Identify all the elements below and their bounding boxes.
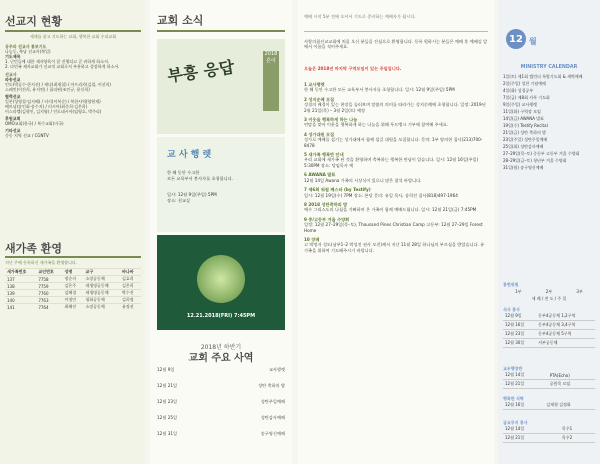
table-row xyxy=(5,283,141,290)
table-cell: 김희정 xyxy=(120,297,141,304)
divider xyxy=(304,31,488,32)
table-cell: 소망공동체 xyxy=(83,304,120,311)
event-name: 교사행렛 xyxy=(268,367,285,372)
list-item: 일본(성영철·임지혜) / 터키(이복순) / 북한사역(양현재) xyxy=(5,99,101,104)
service-cols xyxy=(503,289,595,294)
event-name: 송구영신예배 xyxy=(260,431,285,436)
list-item: 인도(박공수·한지선) / 케냐(최재철) / 아프리카(김철, 이선희) xyxy=(5,82,111,87)
divider xyxy=(157,30,285,32)
new-members-intro: 지난 주에 등록하신 새가족을 환영합니다. xyxy=(5,260,78,265)
table-cell: 12월 16일 xyxy=(503,321,536,330)
list-item xyxy=(157,431,285,447)
table-cell: 12월 9일 xyxy=(503,312,536,321)
section-head: 10 장례 xyxy=(304,236,320,242)
section-head: 4 성가대원 모집 xyxy=(304,131,335,137)
section-head: 5 새가족 행복반 안내 xyxy=(304,152,344,158)
table-row xyxy=(503,371,595,380)
event-name: 성탄 축하의 밤 xyxy=(258,383,285,388)
event-date: 12월 25일 xyxy=(157,415,178,420)
calendar-column xyxy=(498,0,600,464)
list-item: 1. 난민들에 대한 제자양육이 잘 진행되고 곧 귀하게 하소서. xyxy=(5,59,110,64)
table-row xyxy=(5,297,141,304)
list-item xyxy=(157,367,285,383)
table-cell: 12월 21일 xyxy=(503,380,548,389)
table-cell: 김은주 xyxy=(63,283,84,290)
table-cell: 138 xyxy=(5,283,36,290)
section-head: 3 이웃을 행복하게 하는 나눔 xyxy=(304,117,358,123)
events-card xyxy=(157,342,285,461)
table-header: 성명 xyxy=(63,269,84,276)
list-item: 선교사 xyxy=(5,72,17,77)
calendar-item: 1일(토) 제1회 캘린더 특별기도회 & 새벽예배 xyxy=(503,74,583,79)
list-item xyxy=(304,172,488,183)
list-item xyxy=(157,399,285,415)
table-cell: 유정선 xyxy=(120,304,141,311)
meal-title: 식사 봉사 xyxy=(503,307,520,312)
calendar-item: 4일(화) 성경공부 xyxy=(503,88,534,93)
table-row xyxy=(503,425,595,434)
table-row xyxy=(503,321,595,330)
list-item xyxy=(304,187,488,198)
meal-table xyxy=(503,312,595,348)
section-body: 우리 교회에 새가족 된 것을 환영하며 축복하는 행복한 만남이 있습니다. 일시: 12월 16일(주일) 5:30PM 장소: 당임목사 댁 xyxy=(304,157,479,168)
section-body: 연말을 맞아 이웃을 행복하게 하는 나눔을 위해 푸드뱅크 기부에 참여해 주세요. xyxy=(304,122,449,128)
list-item: 이스라엘(김형인, 김지영) / 인도네시아(임영호, 박주리) xyxy=(5,109,102,114)
table-cell: 12월 23일 xyxy=(503,330,536,339)
section-body: 예수 그리스도의 나심을 기뻐하며 온 가족이 함께 예배드립니다. 일시: 12월 21일(금) 7:45PM xyxy=(304,207,477,213)
table-cell: 새생명공동체 xyxy=(83,283,120,290)
section-body: 일정: 12월 27–29일(목–토), Thousand Pines Christian Camp 고등부: 12월 27–29일 Forest Home xyxy=(304,222,483,233)
table-cell: 김은희 xyxy=(120,283,141,290)
list-item: 공주의 선교사 통보기도 xyxy=(5,44,47,49)
tree-illustration xyxy=(197,255,245,303)
event-date: 12월 23일 xyxy=(157,399,178,404)
table-cell: 공원콕 모임 xyxy=(548,380,595,389)
calendar-item: 19일(수) Testify Recital xyxy=(503,123,548,128)
service-col: 2부 xyxy=(545,289,553,294)
concert-date: 12.21.2018(FRI) 7:45PM xyxy=(186,313,256,319)
table-cell: 정순자 xyxy=(63,276,84,283)
table-cell: 평화공동체 xyxy=(83,297,120,304)
table-cell: PTA(Echo) xyxy=(548,371,595,380)
section-body: 일시: 12월 19일(수) 7PM 장소: 본당 문의: 유일 목사, 송희진 집사(818)497-1964 xyxy=(304,192,458,198)
table-box xyxy=(503,396,595,410)
list-item xyxy=(304,82,488,93)
list-item xyxy=(304,152,488,168)
list-item xyxy=(304,117,488,128)
table-cell: 7759 xyxy=(36,283,62,290)
list-item xyxy=(304,132,488,148)
list-item: 후원교회 xyxy=(5,116,21,121)
list-item xyxy=(304,217,488,233)
list-item: OMO교회(한국) / 복수교회(미국) xyxy=(5,121,64,126)
list-item xyxy=(157,383,285,399)
table-cell: 박수진 xyxy=(120,290,141,297)
table-cell: 7760 xyxy=(36,290,62,297)
event-name: 성탄감사예배 xyxy=(260,415,285,420)
calendar-item: 9일(주일) 교사행렛 xyxy=(503,102,537,107)
event-name: 성탄주일예배 xyxy=(260,399,285,404)
fellowship-table xyxy=(503,371,595,389)
table-cell: 141 xyxy=(5,304,36,311)
table-cell: 7763 xyxy=(36,297,62,304)
table-title: 행복한 식탁 xyxy=(503,396,524,401)
list-item: 기타선교 xyxy=(5,128,21,133)
table-header: 교인번호 xyxy=(36,269,62,276)
calendar-item: 27–29일(목–토) 중등부 고등부 겨울 수양회 xyxy=(503,151,580,156)
list-item: 2. 다민족 제자교회가 선교적 교회로서 부흥하고 성장하게 하소서. xyxy=(5,64,120,69)
table-cell: 이정민 xyxy=(63,297,84,304)
section-head: 8 2018 성탄축하의 밤 xyxy=(304,201,348,207)
calendar-item: 7일(금) 제8회 카톡 기도회 xyxy=(503,95,550,100)
section-body: 성가로 예배를 섬기는 성가대에서 함께 섬길 대원을 모집합니다. 문의: 1부 양의현 집사(213)700-8478 xyxy=(304,137,483,148)
calendar-item: 11일(화) 구역장 모임 xyxy=(503,109,541,114)
service-box xyxy=(503,282,595,301)
table-cell: 목우1 xyxy=(560,425,595,434)
table-row xyxy=(503,339,595,348)
mission-intro: 세계를 품고 기도하는 교회, 행복한 교회 우리교회 xyxy=(29,34,117,39)
table-cell: 140 xyxy=(5,297,36,304)
announcements-list xyxy=(304,82,488,253)
table-cell: 서부공동체 xyxy=(536,339,595,348)
event-date: 12월 31일 xyxy=(157,431,178,436)
table-table xyxy=(503,401,595,410)
welcome-text: 사랑의침선교교회에 처음 오신 분들을 진심으로 환영합니다. 등록 원하시는 분들은 예배 후 예배실 앞에서 이름을 적어주세요. xyxy=(304,39,488,50)
calendar-list xyxy=(503,74,595,272)
service-title: 봉헌위원 xyxy=(503,282,519,287)
table-cell: 12월 21일 xyxy=(503,434,560,443)
table-row xyxy=(503,330,595,339)
promo-place: 장소: 친교실 xyxy=(167,198,190,203)
list-item xyxy=(304,237,488,253)
section-head: 1 교사행렛 xyxy=(304,82,325,87)
mission-list xyxy=(5,44,141,224)
concert-card xyxy=(157,235,285,330)
calendar-item: 25일(화) 성탄감사예배 xyxy=(503,144,544,149)
list-item: 기도제목 xyxy=(5,54,21,59)
table-cell: 12월 16일 xyxy=(503,401,544,410)
mission-column xyxy=(0,0,146,464)
section-body: 한 해 동안 수고한 모든 교육부서 봉사자를 초청합니다. 일시: 12월 9일(주일) 5PM xyxy=(304,87,455,93)
table-header-row xyxy=(5,269,141,276)
roles: 세 례 / 전 도 / 주 일 xyxy=(531,296,567,301)
banner-title: 부흥 응답 xyxy=(166,57,236,86)
section-head: 6 AWANA 발표 xyxy=(304,172,336,178)
table-cell: 7764 xyxy=(36,304,62,311)
table-cell: 동부4공동체 5구역 xyxy=(536,330,595,339)
section-body: 12월 14일 Awana 가족의 시상식이 있으니 많은 참석 바랍니다. xyxy=(304,177,422,183)
table-cell: 김재형 김정화 xyxy=(544,401,595,410)
calendar-item: 31일(월) 송구영신예배 xyxy=(503,165,544,170)
friday-box xyxy=(503,420,595,443)
calendar-item: 14일(금) AWANA 발표 xyxy=(503,116,544,121)
banner-image xyxy=(157,39,285,134)
banner-sub: 2018 흔여 xyxy=(263,51,279,111)
table-cell: 7758 xyxy=(36,276,62,283)
new-members-title: 새가족 환영 xyxy=(5,242,62,255)
section-head: 9 중/고등부 겨울 수양회 xyxy=(304,216,350,222)
table-cell: 12월 14일 xyxy=(503,425,560,434)
section-body: 고 박정자 성도(남부1–2 박성진 권사 모친)께서 지난 11월 28일 하나님의 부르심을 받았습니다. 유가족을 위하여 기도해주시기 바랍니다. xyxy=(304,242,485,253)
list-item xyxy=(304,97,488,113)
month-badge: 12 xyxy=(506,29,526,49)
table-cell: 12월 14일 xyxy=(503,371,548,380)
table-row xyxy=(5,304,141,311)
section-head: 7 제6회 워쉽 페스타 (by Testify) xyxy=(304,187,371,193)
promo-line2: 모든 교육부서 봉사자를 초청합니다. xyxy=(167,176,234,181)
meal-box xyxy=(503,307,595,348)
calendar-item: 21일(금) 성탄 축하의 밤 xyxy=(503,130,546,135)
table-row xyxy=(503,401,595,410)
table-cell: 137 xyxy=(5,276,36,283)
news-title: 교회 소식 xyxy=(157,14,204,27)
service-col: 3부 xyxy=(576,289,583,294)
table-cell: 동부4공동체 3,4구역 xyxy=(536,321,595,330)
table-header: 새가족번호 xyxy=(5,269,36,276)
event-date: 12월 9일 xyxy=(157,367,175,372)
header-note: 예배 시작 5분 전에 오셔서 기도로 준비하는 예배자가 됩시다. xyxy=(304,14,416,19)
table-cell: 동부4공동체 1,2구역 xyxy=(536,312,595,321)
fellowship-title: 교우행장반 xyxy=(503,366,523,371)
list-item: 협력선교 xyxy=(5,94,21,99)
friday-title: 금요무지 봉사 xyxy=(503,420,528,425)
list-item: 파송선교 xyxy=(5,77,21,82)
section-head: 2 성지순례 모집 xyxy=(304,96,335,102)
news-column xyxy=(150,0,292,464)
divider xyxy=(5,256,141,258)
section-body: 성경의 배경이 있는 현장을 둘러보며 말씀의 의미를 따라가는 성지순례에 초청합니다. 일정: 2019년 2월 21일(목) – 3월 2일(토) 예정 xyxy=(304,102,486,113)
events-title2: 교회 주요 사역 xyxy=(188,353,254,364)
month-unit: 월 xyxy=(529,37,537,46)
calendar-item: 23일(주일) 성탄주일예배 xyxy=(503,137,548,142)
service-col: 1부 xyxy=(515,289,522,294)
table-row xyxy=(503,434,595,443)
table-row xyxy=(503,312,595,321)
fellowship-box xyxy=(503,366,595,389)
notice: 오늘은 2018년 마지막 구역모임이 있는 주일입니다. xyxy=(304,66,402,71)
list-item: 중동 지역 선교 / CGNTV xyxy=(5,133,49,138)
event-date: 12월 21일 xyxy=(157,383,178,388)
members-table xyxy=(5,268,141,310)
table-header: 교구 xyxy=(83,269,120,276)
events-list xyxy=(157,367,285,447)
promo-card xyxy=(157,137,285,232)
friday-table xyxy=(503,425,595,443)
table-cell: 12월 30일 xyxy=(503,339,536,348)
table-cell: 최혜진 xyxy=(63,304,84,311)
list-item xyxy=(157,415,285,431)
table-row xyxy=(503,380,595,389)
divider xyxy=(5,30,141,32)
table-cell: 김혜경 xyxy=(63,290,84,297)
table-cell: 김효희 xyxy=(120,276,141,283)
table-cell: 새생명공동체 xyxy=(83,290,120,297)
mission-title: 선교지 현황 xyxy=(5,15,62,28)
promo-line1: 한 해 동안 수고한 xyxy=(167,170,200,175)
calendar-item: 2일(주일) 성찬 기념예배 xyxy=(503,81,546,86)
table-cell: 목우2 xyxy=(560,434,595,443)
announcements-column xyxy=(298,0,494,464)
calendar-item: 28–29일(금–토) 청년부 겨울 수양회 xyxy=(503,158,567,163)
calendar-title: MINISTRY CALENDAR xyxy=(520,65,578,70)
table-header: 바나바 xyxy=(120,269,141,276)
events-title1: 2018년 하반기 xyxy=(200,344,242,351)
promo-date: 일시: 12월 9일(주일) 5PM xyxy=(167,192,217,197)
table-row xyxy=(5,290,141,297)
list-item: 베트남(송인회·송수지) / 러시아(최준희·김은희) xyxy=(5,104,88,109)
list-item xyxy=(304,202,488,213)
list-item: 스페인(이진희, 유지연) / 필리핀(조인규, 윤신희) xyxy=(5,87,90,92)
table-cell: 139 xyxy=(5,290,36,297)
table-row xyxy=(5,276,141,283)
list-item: 나눔둥, 북남 선교사(북일) xyxy=(5,49,51,54)
promo-title: 교 사 행 렛 xyxy=(167,150,212,160)
new-members-table xyxy=(5,268,141,310)
table-cell: 소망공동체 xyxy=(83,276,120,283)
